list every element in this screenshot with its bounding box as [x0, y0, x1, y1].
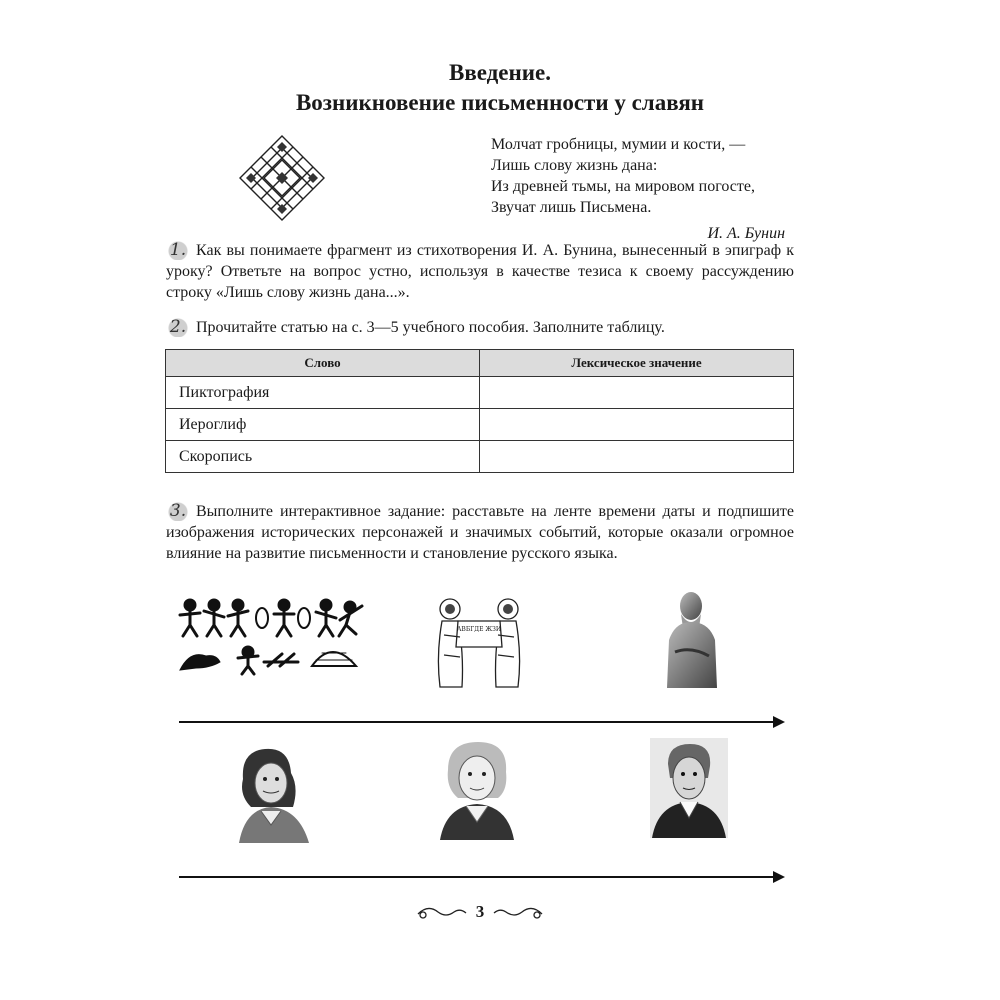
- table-header-row: [166, 350, 794, 377]
- task-text: Как вы понимаете фрагмент из стихотворения И. А. Бунина, вынесенный в эпиграф к уроку? Ответьте на вопрос устно, используя в качестве тезиса к своему рассуждению строку «Лишь слову жизнь дана...».: [166, 242, 794, 301]
- epigraph-line: Лишь слову жизнь дана:: [491, 157, 658, 174]
- epigraph-line: Из древней тьмы, на мировом погосте,: [491, 178, 755, 195]
- cyril-and-methodius-image: [432, 595, 526, 690]
- title-line-1: Введение.: [449, 60, 551, 85]
- page-title: [0, 58, 1000, 118]
- vocabulary-table: [165, 349, 794, 473]
- word-cell: Иероглиф: [166, 409, 480, 441]
- timeline-2[interactable]: [179, 870, 785, 884]
- knot-ornament-icon: [238, 134, 326, 222]
- arrow-head-icon: [773, 871, 785, 883]
- word-cell: Пиктография: [166, 377, 480, 409]
- peter-the-great-portrait-image: [235, 745, 313, 843]
- epigraph-line: Молчат гробницы, мумии и кости, —: [491, 136, 746, 153]
- table-row: [166, 409, 794, 441]
- task-number: 3.: [166, 501, 190, 521]
- timeline-line: [179, 876, 775, 878]
- epigraph-author: И. А. Бунин: [707, 225, 785, 242]
- task-text: Выполните интерактивное задание: расставьте на ленте времени даты и подпишите изображения исторических персонажей и значимых событий, которые оказали огромное влияние на развитие письменности и становление русского языка.: [166, 503, 794, 562]
- word-cell: Скоропись: [166, 441, 480, 473]
- epigraph: [491, 134, 811, 244]
- page-number: 3: [475, 902, 485, 921]
- task-2: [166, 317, 794, 338]
- column-header-word: Слово: [166, 350, 480, 377]
- meaning-cell[interactable]: [480, 377, 794, 409]
- epigraph-line: Звучат лишь Письмена.: [491, 199, 652, 216]
- meaning-cell[interactable]: [480, 441, 794, 473]
- meaning-cell[interactable]: [480, 409, 794, 441]
- page-footer: [414, 900, 546, 926]
- task-number: 1.: [166, 240, 190, 260]
- task-number: 2.: [166, 317, 190, 337]
- column-header-meaning: Лексическое значение: [480, 350, 794, 377]
- task-1: [166, 240, 794, 303]
- monk-statue-image: [653, 588, 729, 688]
- pictographic-writing-image: [176, 598, 366, 676]
- karamzin-portrait-image: [650, 738, 728, 838]
- lomonosov-portrait-image: [436, 740, 518, 840]
- task-3: [166, 501, 794, 564]
- scroll-text: АВБГДЕ ЖЗИ: [456, 626, 502, 633]
- table-row: [166, 441, 794, 473]
- title-line-2: Возникновение письменности у славян: [295, 90, 705, 115]
- table-row: [166, 377, 794, 409]
- timeline-line: [179, 721, 775, 723]
- timeline-1[interactable]: [179, 715, 785, 729]
- arrow-head-icon: [773, 716, 785, 728]
- task-text: Прочитайте статью на с. 3—5 учебного пособия. Заполните таблицу.: [196, 319, 665, 336]
